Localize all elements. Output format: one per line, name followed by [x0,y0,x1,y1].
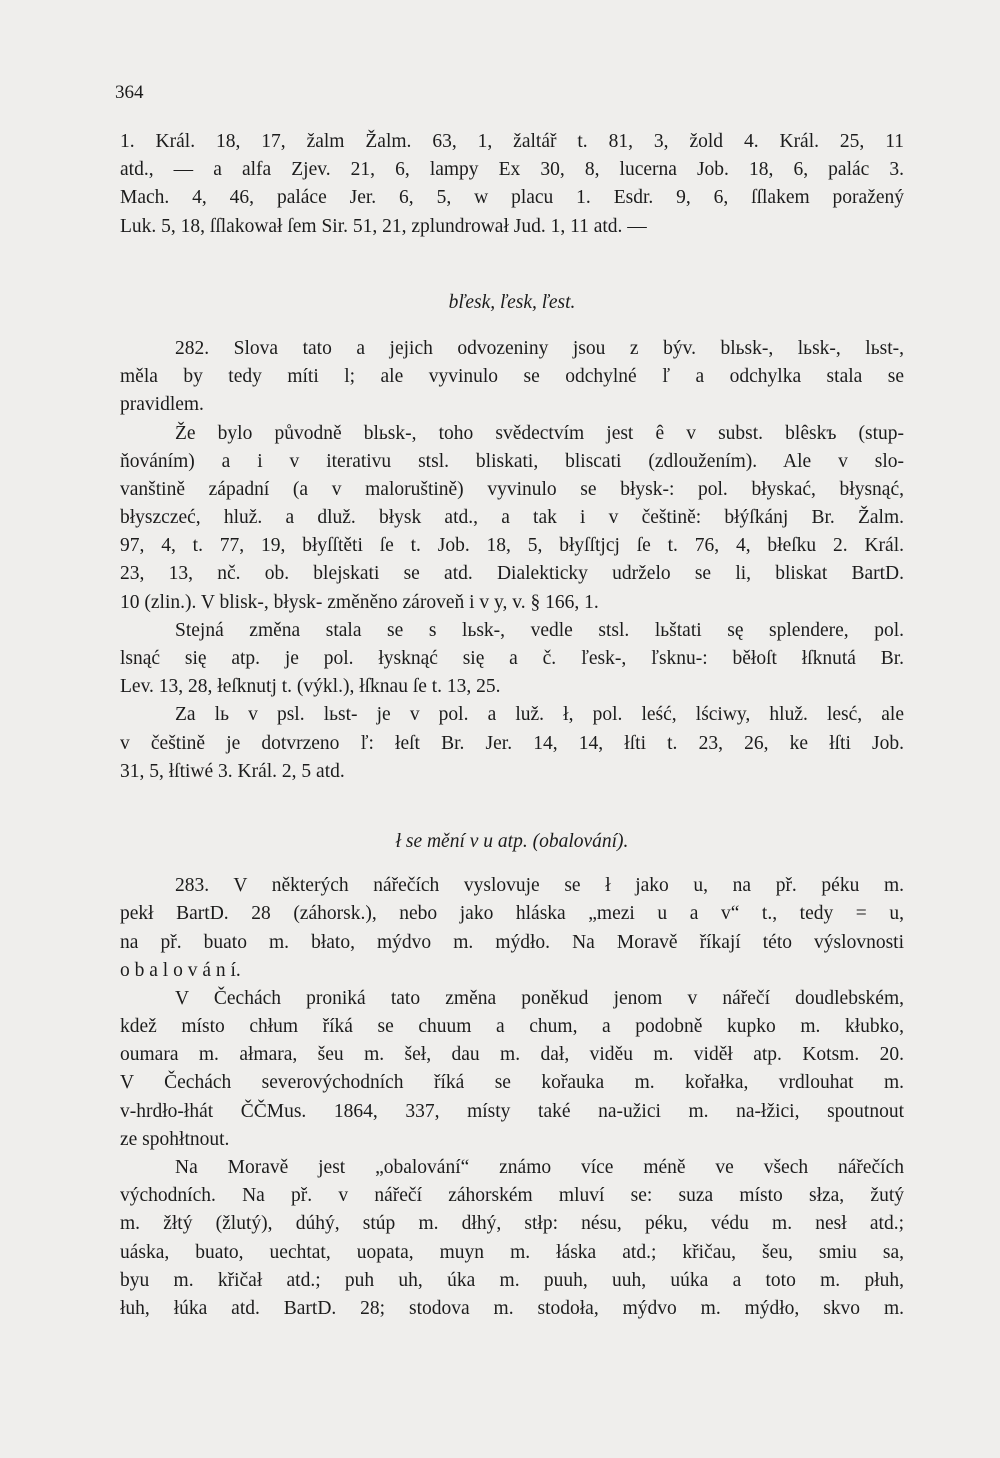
text-line: atd., — a alfa Zjev. 21, 6, lampy Ex 30, 8, lucerna Job. 18, 6, palác 3. [120,159,904,181]
text-line: vanštině západní (a v maloruštině) vyvinulo se błysk-: pol. błyskać, błysnąć, [120,478,904,500]
text-line: 97, 4, t. 77, 19, błyſſtěti ſe t. Job. 18, 5, błyſſtjcj ſe t. 76, 4, błeſku 2. Král. [120,535,904,557]
text-line: o b a l o v á n í. [120,959,241,981]
text-line: Stejná změna stala se s lьsk-, vedle stsl. lьštati sę splendere, pol. [175,619,904,641]
text-line: pravidlem. [120,394,204,416]
text-line: Na Moravě jest „obalování“ známo více méně ve všech nářečích [175,1157,904,1178]
text-line: Mach. 4, 46, paláce Jer. 6, 5, w placu 1. Esdr. 9, 6, ſſlakem poražený [120,187,904,209]
text-line: ze spohłtnout. [120,1128,230,1150]
text-line: V Čechách proniká tato změna poněkud jenom v nářečí doudlebském, [175,987,904,1009]
text-line: 282. Slova tato a jejich odvozeniny jsou z býv. blьsk-, lьsk-, lьst-, [175,337,904,359]
text-line: pekł BartD. 28 (záhorsk.), nebo jako hláska „mezi u a v“ t., tedy = u, [120,903,904,925]
text-line: byu m. křičał atd.; puh uh, úka m. puuh, uuh, uúka a toto m. płuh, [120,1269,904,1291]
text-line: 283. V některých nářečích vyslovuje se ł jako u, na př. péku m. [175,875,904,897]
text-line: Lev. 13, 28, łeſknutj t. (výkl.), łſknau ſe t. 13, 25. [120,676,501,698]
text-line: m. žłtý (žlutý), dúhý, stúp m. dłhý, stłp: nésu, péku, védu m. nesł atd.; [120,1213,904,1235]
text-line: na př. buato m. błato, mýdvo m. mýdło. Na Moravě říkají této výslovnosti [120,931,904,953]
text-line: błyszczeć, hluž. a dluž. błysk atd., a tak i v češtině: błýſkánj Br. Žalm. [120,507,904,529]
text-line: 23, 13, nč. ob. blejskati se atd. Dialekticky udrželo se li, bliskat BartD. [120,563,904,585]
text-line: 31, 5, łſtiwé 3. Král. 2, 5 atd. [120,760,345,782]
text-line: oumara m. ałmara, šeu m. šeł, dau m. dał, viděu m. viděł atp. Kotsm. 20. [120,1044,904,1066]
text-line: v češtině je dotvrzeno ľ: łeſt Br. Jer. 14, 14, łſti t. 23, 26, ke łſti Job. [120,732,904,754]
text-line: v-hrdło-łhát ČČMus. 1864, 337, místy také na-užici m. na-łžici, spoutnout [120,1100,904,1122]
text-line: V Čechách severovýchodních říká se kořauka m. kořałka, vrdlouhat m. [120,1072,904,1094]
text-line: łuh, łúka atd. BartD. 28; stodova m. stodoła, mýdvo m. mýdło, skvo m. [120,1297,904,1319]
text-line: 1. Král. 18, 17, žalm Žalm. 63, 1, žaltář t. 81, 3, žold 4. Král. 25, 11 [120,131,904,152]
text-line: 10 (zlin.). V blisk-, błysk- změněno zároveň i v y, v. § 166, 1. [120,591,599,613]
text-line: Za lь v psl. lьst- je v pol. a luž. ł, pol. leść, lściwy, hluž. lesć, ale [175,704,904,726]
text-line: východních. Na př. v nářečí záhorském mluví se: suza místo słza, žutý [120,1185,904,1207]
body-text [120,128,904,1323]
page-number: 364 [115,82,144,103]
text-line: Luk. 5, 18, ſſlakował ſem Sir. 51, 21, zplundrował Jud. 1, 11 atd. — [120,215,647,237]
section-heading: ł se mění v u atp. (obalování). [395,830,629,852]
text-line: měla by tedy míti l; ale vyvinulo se odchylné ľ a odchylka stala se [120,366,904,388]
text-line: ňováním) a i v iterativu stsl. bliskati, bliscati (zdloužením). Ale v slo- [120,450,904,472]
text-line: uáska, buato, uechtat, uopata, muyn m. łáska atd.; křičau, šeu, smiu sa, [120,1241,904,1263]
text-line: Že bylo původně blьsk-, toho svědectvím jest ê v subst. blêskъ (stup- [175,422,904,444]
text-line: kdež místo chłum říká se chuum a chum, a podobně kupko m. kłubko, [120,1016,904,1038]
section-heading: bľesk, ľesk, ľest. [448,291,576,313]
text-line: lsnąć się atp. je pol. łysknąć się a č. ľesk-, ľsknu-: běłoſt łſknutá Br. [120,648,904,669]
